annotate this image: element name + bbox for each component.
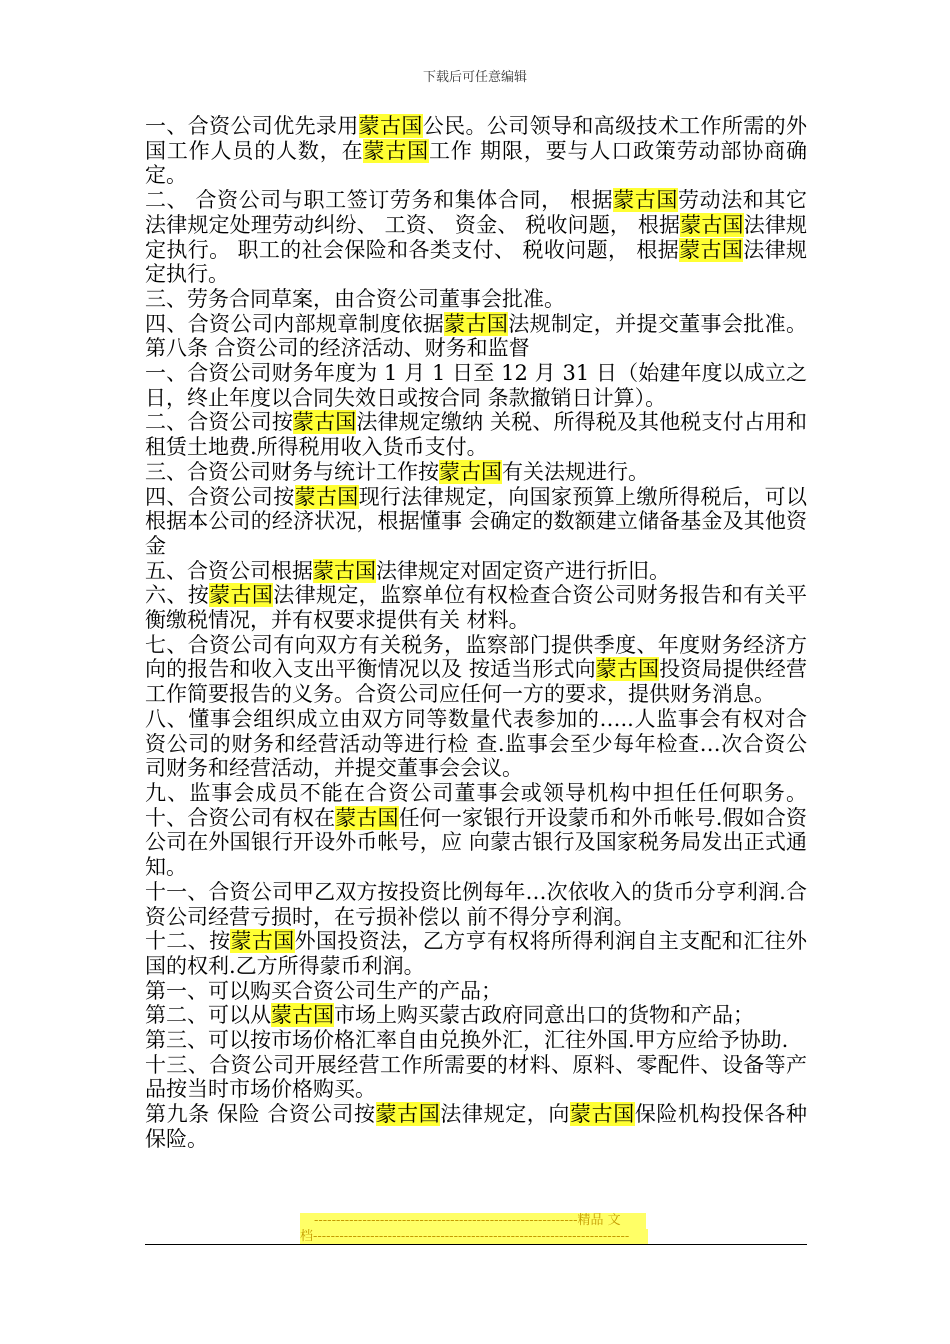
paragraph — [145, 1102, 807, 1151]
paragraph-text: 第三、可以按市场价格汇率自由兑换外汇，汇往外国.甲方应给予协助. — [145, 1028, 789, 1053]
paragraph — [145, 979, 807, 1004]
footer-line-1: ------------------------------------------------------------精品 文 — [300, 1213, 646, 1229]
paragraph-text: 法律规定对固定资产进行折旧。 — [376, 558, 670, 583]
footer-note — [300, 1213, 650, 1245]
highlighted-term: 蒙古国 — [335, 805, 399, 830]
paragraph-text: 法律规定执行。 — [145, 237, 807, 287]
paragraph-text: 二、合资公司按 — [145, 410, 293, 435]
page-header: 下载后可任意编辑 — [422, 70, 527, 85]
paragraph-text: 六、按 — [145, 583, 210, 608]
paragraph-text: 五、合资公司根据 — [145, 558, 313, 583]
highlighted-term: 蒙古国 — [230, 929, 295, 954]
paragraph-text: 法规制定，并提交董事会批准。 第八条 合资公司的经济活动、财务和监督 — [145, 311, 808, 361]
paragraph-text: 有关法规进行。 — [502, 459, 649, 484]
document-body — [145, 114, 807, 1152]
paragraph-text: 任何一家银行开设蒙币和外币帐号.假如合资公司在外国银行开设外币帐号，应 向蒙古银行及国家税务局发出正式通知。 — [145, 805, 808, 880]
paragraph-text: 投资局提供经营工作简要报告的义务。合资公司应任何一方的要求，提供财务消息。 — [145, 657, 807, 707]
paragraph-text: 第二、可以从 — [145, 1003, 271, 1028]
highlighted-term: 蒙古国 — [613, 188, 678, 213]
paragraph-text: 公民。公司领导和高级技术工作所需的外国工作人员的人数，在 — [145, 114, 808, 163]
paragraph — [145, 460, 807, 485]
paragraph-text: 保险机构投保各种保险。 — [145, 1102, 808, 1151]
paragraph — [145, 361, 807, 410]
paragraph-text: 一、合资公司优先录用 — [145, 114, 359, 138]
highlighted-term: 蒙古国 — [209, 583, 274, 608]
highlighted-term: 蒙古国 — [292, 410, 357, 435]
highlighted-term: 蒙古国 — [444, 311, 509, 336]
paragraph — [145, 1003, 807, 1028]
paragraph — [145, 559, 807, 584]
paragraph — [145, 707, 807, 781]
paragraph-text: 三、劳务合同草案，由合资公司董事会批准。 — [145, 286, 565, 311]
highlighted-term: 蒙古国 — [313, 558, 376, 583]
paragraph-text: 七、合资公司有向双方有关税务，监察部门提供季度、年度财务经济方向的报告和收入支出平衡情况以及 按适当形式向 — [145, 632, 807, 682]
paragraph — [145, 583, 807, 632]
paragraph — [145, 287, 807, 312]
paragraph-text: 劳动法和其它法律规定处理劳动纠纷、 工资、 资金、 税收问题， 根据 — [145, 188, 808, 237]
paragraph-text: 四、合资公司按 — [145, 484, 295, 509]
paragraph-text: 法律规定，向 — [440, 1102, 570, 1127]
paragraph-text: 十一、合资公司甲乙双方按投资比例每年…次依收入的货币分亨利润.合资公司经营亏损时，在亏损补偿以 前不得分亨利润。 — [145, 879, 807, 929]
highlighted-term: 蒙古国 — [358, 114, 423, 138]
paragraph — [145, 114, 807, 188]
footer-divider — [145, 1244, 807, 1245]
paragraph-text: 法律规定，监察单位有权检查合资公司财务报告和有关平衡缴税情况，并有权要求提供有关 材料。 — [145, 583, 808, 633]
paragraph-text: 九、监事会成员不能在合资公司董事会或领导机构中担任任何职务。 十、合资公司有权在 — [145, 780, 807, 830]
paragraph — [145, 880, 807, 929]
highlighted-term: 蒙古国 — [271, 1003, 334, 1028]
paragraph — [145, 188, 807, 287]
paragraph-text: 工作 期限，要与人口政策劳动部协商确定。 — [145, 138, 807, 188]
paragraph-text: 现行法律规定，向国家预算上缴所得税后，可以根据本公司的经济状况，根据懂事 会确定的数额建立储备基金及其他资金 — [145, 484, 808, 558]
highlighted-term: 蒙古国 — [680, 212, 744, 237]
paragraph — [145, 1053, 807, 1102]
highlighted-term: 蒙古国 — [363, 138, 429, 163]
paragraph-text: 三、合资公司财务与统计工作按 — [145, 459, 439, 484]
paragraph-text: 十三、合资公司开展经营工作所需要的材料、原料、零配件、设备等产品按当时市场价格购买。 — [145, 1052, 807, 1102]
paragraph — [145, 929, 807, 978]
highlighted-term: 蒙古国 — [439, 459, 502, 484]
paragraph — [145, 781, 807, 880]
paragraph — [145, 485, 807, 559]
paragraph — [145, 410, 807, 459]
paragraph — [145, 312, 807, 361]
paragraph — [145, 633, 807, 707]
paragraph-text: 十二、按 — [145, 929, 231, 954]
paragraph-text: 法律规定缴纳 关税、所得税及其他税支付占用和租赁土地费.所得税用收入货币支付。 — [145, 410, 808, 460]
highlighted-term: 蒙古国 — [375, 1102, 441, 1127]
highlighted-term: 蒙古国 — [570, 1102, 635, 1127]
paragraph-text: 二、 合资公司与职工签订劳务和集体合同， 根据 — [145, 188, 614, 213]
paragraph-text: 外国投资法，乙方亨有权将所得利润自主支配和汇往外国的权利.乙方所得蒙币利润。 — [145, 929, 808, 978]
paragraph — [145, 1028, 807, 1053]
footer-line-2: 档------------------------------------------------------------------------ — [300, 1229, 648, 1245]
paragraph-text: 一、合资公司财务年度为 1 月 1 日至 12 月 31 日（始建年度以成立之日，终止年度以合同失效日或按合同 条款撤销日计算）。 — [145, 361, 807, 410]
paragraph-text: 第一、可以购买合资公司生产的产品； — [145, 978, 502, 1003]
highlighted-term: 蒙古国 — [294, 484, 359, 509]
paragraph-text: 四、合资公司内部规章制度依据 — [145, 311, 445, 336]
paragraph-text: 八、懂事会组织成立由双方同等数量代表参加的…..人监事会有权对合资公司的财务和经营活动等进行检 查.监事会至少每年检查…次合资公司财务和经营活动，并提交董事会会议。 — [145, 706, 807, 781]
highlighted-term: 蒙古国 — [679, 237, 744, 262]
paragraph-text: 市场上购买蒙古政府同意出口的货物和产品； — [334, 1003, 754, 1028]
paragraph-text: 第九条 保险 合资公司按 — [145, 1102, 376, 1127]
highlighted-term: 蒙古国 — [595, 657, 660, 682]
paragraph-text: 法律规定执行。 职工的社会保险和各类支付、 税收问题， 根据 — [145, 212, 808, 262]
